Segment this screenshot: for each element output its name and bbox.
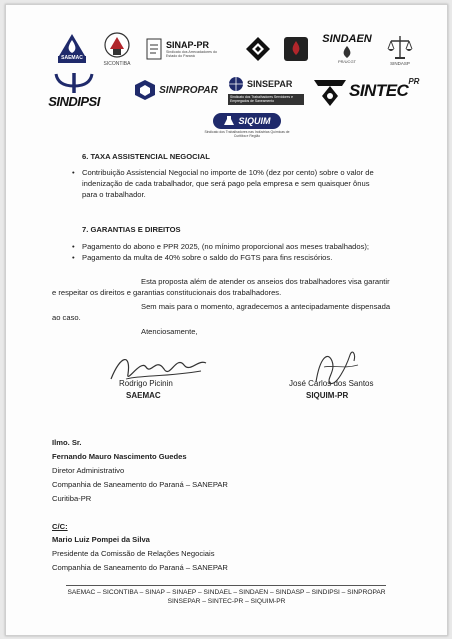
section6-line2: indenização de cada trabalhador, que será pago pela empresa e sem quaisquer ônus	[82, 179, 370, 188]
section7-heading: 7. GARANTIAS E DIREITOS	[82, 225, 181, 234]
sinap-subtitle: Sindicato dos Arrecadadores do Estado do Paraná	[166, 50, 217, 58]
section6-line3: para o trabalhador.	[82, 190, 146, 199]
sinap-logo	[146, 35, 230, 63]
sicontiba-logo	[102, 29, 132, 69]
sintec-star-icon	[312, 74, 348, 108]
siquim-logo	[198, 109, 296, 141]
sindaen-label: SINDAEN	[322, 33, 372, 45]
sinap-label: SINAP-PR	[166, 40, 210, 50]
section6-bullet-line1: • Contribuição Assistencial Negocial no importe de 10% (dez por cento) sobre o valor de	[82, 168, 374, 178]
addressee-role: Diretor Administrativo	[52, 466, 125, 475]
footer-line2: SINSEPAR – SINTEC-PR – SIQUIM-PR	[167, 598, 286, 605]
drop-logo	[282, 35, 310, 63]
signature-1-name: Rodrigo Picinin	[119, 379, 173, 388]
addressee-name: Fernando Mauro Nascimento Guedes	[52, 452, 187, 461]
siquim-label: SIQUIM	[238, 115, 271, 126]
sinpropar-logo	[130, 77, 222, 103]
section7-item-2: • Pagamento da multa de 40% sobre o saldo do FGTS para fins rescisórios.	[82, 253, 332, 263]
cc-label: C/C:	[52, 522, 68, 531]
footer-divider	[66, 585, 386, 586]
section6-heading: 6. TAXA ASSISTENCIAL NEGOCIAL	[82, 152, 210, 161]
footer-line1: SAEMAC – SICONTIBA – SINAP – SINAEP – SINDAEL – SINDAEN – SINDASP – SINDIPSI – SINPROPAR	[67, 589, 386, 596]
regards-text: Atenciosamente,	[141, 327, 198, 336]
closing-paragraph1-line1: Esta proposta além de atender os anseios dos trabalhadores visa garantir	[141, 277, 390, 286]
sindipsi-label: SINDIPSI	[48, 93, 100, 109]
sicontiba-label: SICONTIBA	[103, 61, 131, 67]
addressee-company: Companhia de Saneamento do Paraná – SANEPAR	[52, 480, 228, 489]
siquim-flask-icon	[223, 115, 235, 127]
sicontiba-emblem-icon	[104, 31, 130, 61]
sindaen-drop-icon	[334, 45, 360, 59]
sintec-superscript: PR	[408, 77, 420, 86]
section7-item-1: • Pagamento do abono e PPR 2025, (no mínimo proporcional aos meses trabalhados);	[82, 242, 369, 252]
sindasp-label: SINDASP	[390, 61, 410, 66]
signature-2-name: José Carlos dos Santos	[289, 379, 374, 388]
saemac-label: SAEMAC	[61, 55, 83, 61]
sinsepar-globe-icon	[228, 76, 244, 92]
closing-paragraph2-line1: Sem mais para o momento, agradecemos a antecipadamente dispensada	[141, 302, 391, 311]
sinsepar-logo	[228, 73, 306, 107]
closing-paragraph2-line2: ao caso.	[52, 313, 81, 322]
signature-1-org: SAEMAC	[126, 391, 161, 400]
siquim-subtitle: Sindicato dos Trabalhadores nas Indústrias Químicas de Curitiba e Região	[204, 129, 290, 138]
document-page	[5, 4, 448, 636]
sinap-emblem-icon	[146, 38, 162, 60]
cc-name: Mario Luiz Pompei da Silva	[52, 535, 150, 544]
addressee-salutation: Ilmo. Sr.	[52, 438, 82, 447]
water-drop-icon	[283, 36, 309, 62]
cc-role: Presidente da Comissão de Relações Negociais	[52, 549, 215, 558]
diamond-emblem-icon	[245, 36, 271, 62]
scales-of-justice-icon	[386, 33, 414, 61]
sinsepar-label: SINSEPAR	[247, 78, 293, 89]
closing-paragraph1-line2: e respeitar os direitos e garantias constitucionais dos trabalhadores.	[52, 288, 282, 297]
diamond-logo	[244, 35, 272, 63]
sindipsi-logo	[26, 71, 122, 109]
sindasp-logo	[384, 31, 416, 69]
sinpropar-emblem-icon	[134, 79, 156, 101]
signature-2-org: SIQUIM-PR	[306, 391, 349, 400]
addressee-city: Curitiba-PR	[52, 494, 92, 503]
sintec-label: SINTEC	[349, 81, 409, 100]
sindaen-logo	[318, 29, 376, 69]
psi-symbol-icon	[52, 72, 96, 94]
sintec-logo	[312, 73, 430, 109]
sindaen-subtitle: PR/UCGT	[338, 59, 356, 64]
cc-company: Companhia de Saneamento do Paraná – SANEPAR	[52, 563, 228, 572]
sinsepar-subtitle: Sindicato dos Trabalhadores Servidores e Empregados de Saneamento	[228, 94, 304, 105]
saemac-logo	[56, 32, 88, 66]
sinpropar-label: SINPROPAR	[159, 84, 218, 96]
